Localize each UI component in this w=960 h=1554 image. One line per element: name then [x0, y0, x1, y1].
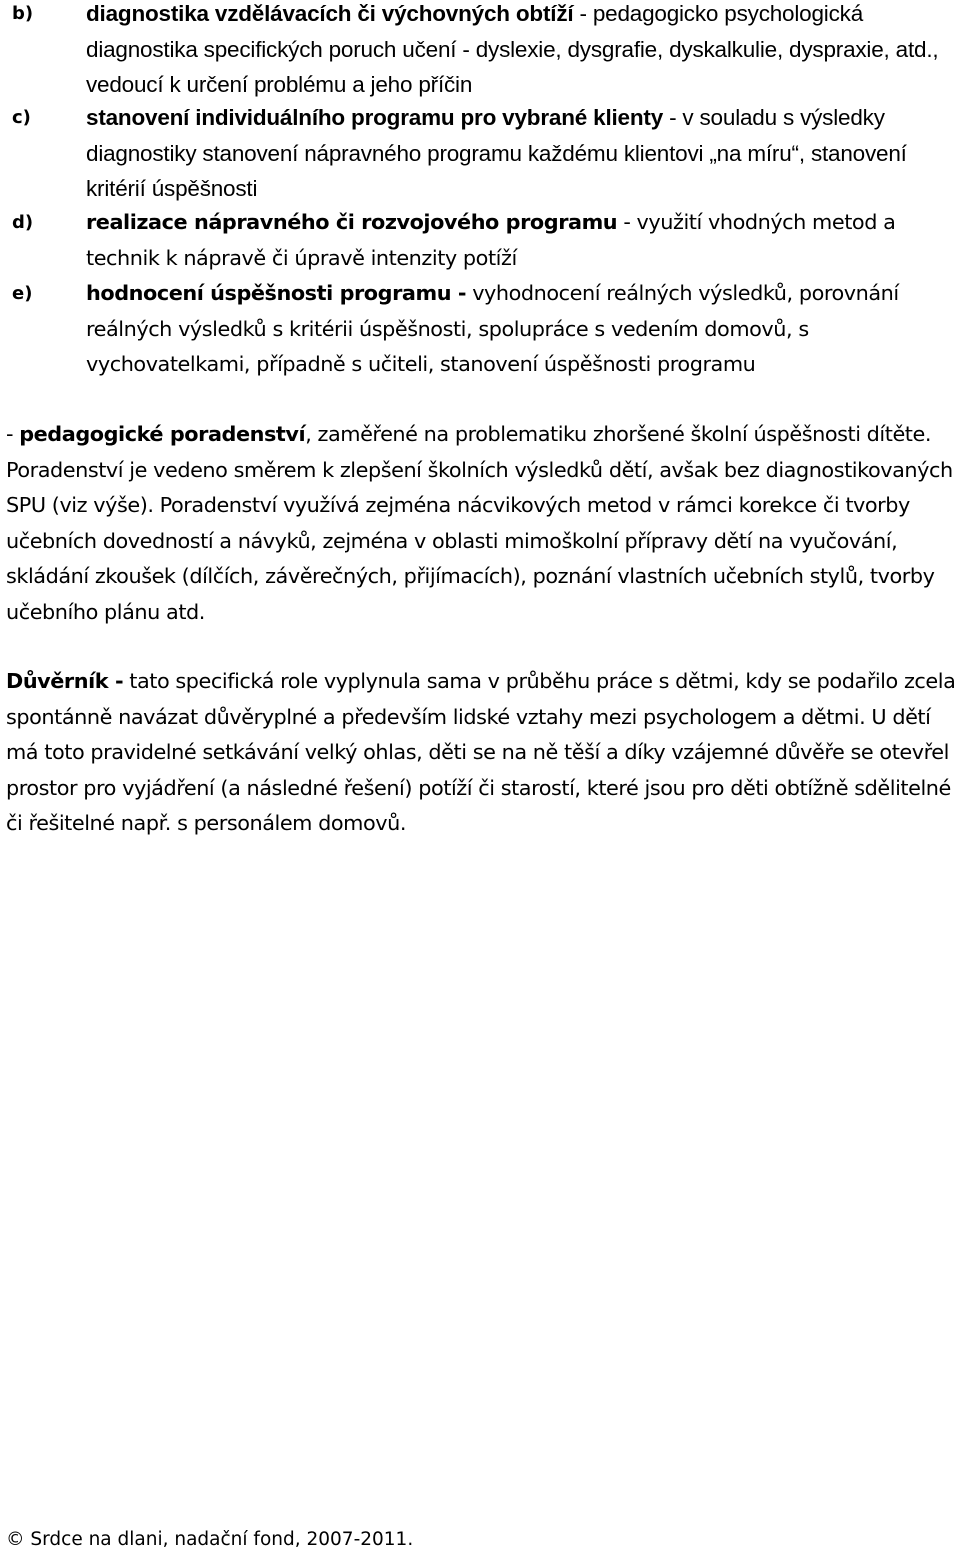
- list-item-text: [86, 276, 958, 383]
- list-item-heading: realizace nápravného či rozvojového programu: [86, 210, 618, 234]
- list-item-body: vyhodnocení reálných výsledků, porovnání reálných výsledků s kritérii úspěšnosti, spolupráce s vedením domovů, s vychovatelkami, případně s učiteli, stanovení úspěšnosti programu: [86, 281, 899, 376]
- list-item-text: [86, 0, 958, 103]
- list-item-heading: diagnostika vzdělávacích či výchovných obtíží: [86, 1, 574, 26]
- paragraph-duvernik: [6, 664, 960, 842]
- list-marker: b): [12, 3, 34, 24]
- list-item-text: [86, 100, 958, 207]
- list-marker: e): [12, 283, 33, 304]
- paragraph-body: , zaměřené na problematiku zhoršené školní úspěšnosti dítěte. Poradenství je vedeno směrem k zlepšení školních výsledků dětí, avšak bez diagnostikovaných SPU (viz výše). Poradenství využívá zejména nácvikových metod v rámci korekce či tvorby učebních dovedností a návyků, zejména v oblasti mimoškolní přípravy dětí na vyučování, skládání zkoušek (dílčích, závěrečných, přijímacích), poznání vlastních učebních stylů, tvorby učebního plánu atd.: [6, 422, 953, 624]
- list-item-heading: hodnocení úspěšnosti programu -: [86, 281, 467, 305]
- paragraph-heading: pedagogické poradenství: [19, 422, 306, 446]
- list-item-text: [86, 205, 958, 276]
- list-item-body: - využití vhodných metod a technik k nápravě či úpravě intenzity potíží: [86, 210, 896, 270]
- paragraph-poradenstvi: [6, 417, 960, 630]
- list-marker: d): [12, 212, 34, 233]
- list-item-body: - v souladu s výsledky diagnostiky stanovení nápravného programu každému klientovi „na míru“, stanovení kritérií úspěšnosti: [86, 105, 907, 201]
- footer-copyright: © Srdce na dlani, nadační fond, 2007-2011.: [6, 1529, 414, 1550]
- list-marker: c): [12, 107, 31, 128]
- list-item-body: - pedagogicko psychologická diagnostika specifických poruch učení - dyslexie, dysgrafie, dyskalkulie, dyspraxie, atd., vedoucí k určení problému a jeho příčin: [86, 1, 939, 97]
- list-item-heading: stanovení individuálního programu pro vybrané klienty: [86, 105, 664, 130]
- paragraph-heading: Důvěrník -: [6, 669, 124, 693]
- paragraph-lead: -: [6, 422, 20, 446]
- paragraph-body: tato specifická role vyplynula sama v průběhu práce s dětmi, kdy se podařilo zcela spontánně navázat důvěryplné a především lidské vztahy mezi psychologem a dětmi. U dětí má toto pravidelné setkávání velký ohlas, děti se na ně těší a díky vzájemné důvěře se otevřel prostor pro vyjádření (a následné řešení) potíží či starostí, které jsou pro děti obtížně sdělitelné či řešitelné např. s personálem domovů.: [6, 669, 956, 835]
